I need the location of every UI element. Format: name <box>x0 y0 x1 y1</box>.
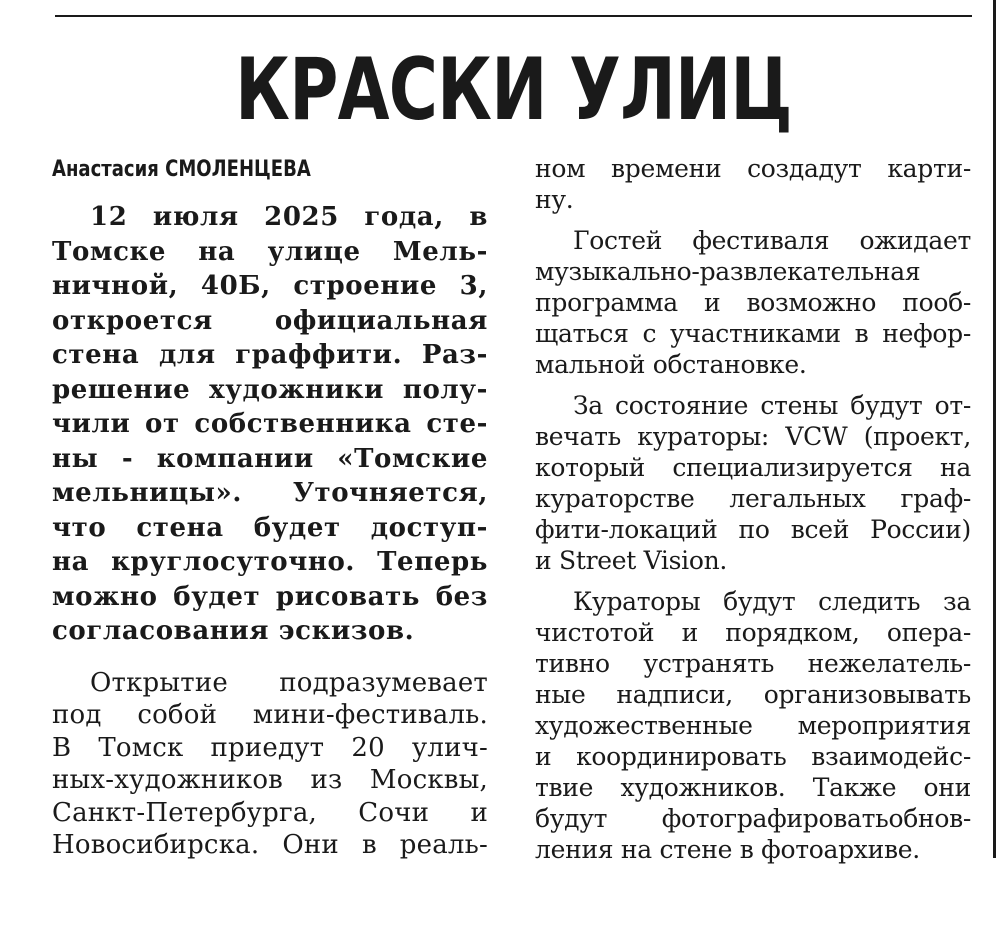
text-line: кураторстве легальных граф- <box>535 484 971 513</box>
text-line: Томске на улице Мель- <box>52 236 488 267</box>
text-line: можно будет рисовать без <box>52 581 488 612</box>
text-line: под собой мини-фестиваль. <box>52 700 488 730</box>
left-column <box>52 200 488 862</box>
text-line: ления на стене в фотоархиве. <box>535 835 920 864</box>
text-line: ные надписи, организовывать <box>535 680 971 709</box>
text-line: Новосибирска. Они в реаль- <box>52 830 488 860</box>
text-line: ных-художников из Москвы, <box>52 765 488 795</box>
text-line: ны - компании «Томские <box>52 443 488 474</box>
text-line: ном времени создадут карти- <box>535 154 971 183</box>
text-line: Санкт-Петербурга, Сочи и <box>52 797 488 828</box>
text-line: ничной, 40Б, строение 3, <box>52 271 488 301</box>
paragraph-festival <box>52 667 488 862</box>
paragraph-curators <box>535 390 971 576</box>
paragraph-curators-duties <box>535 586 971 865</box>
article-headline: КРАСКИ УЛИЦ <box>235 40 792 140</box>
text-line: мельницы». Уточняется, <box>52 478 488 508</box>
text-line: художественные мероприятия <box>535 711 971 740</box>
article-byline: Анастасия СМОЛЕНЦЕВА <box>52 157 311 182</box>
text-line: согласования эскизов. <box>52 616 415 646</box>
text-line: чистотой и порядком, опера- <box>535 618 971 647</box>
text-line: на круглосуточно. Теперь <box>52 547 488 577</box>
text-line: и координировать взаимодейс- <box>535 742 971 771</box>
text-line: Кураторы будут следить за <box>573 587 971 616</box>
text-line: ну. <box>535 185 574 214</box>
text-line: Гостей фестиваля ожидает <box>573 226 971 255</box>
text-line: мальной обстановке. <box>535 350 807 379</box>
text-line: фити-локаций по всей России) <box>535 515 971 544</box>
text-line: В Томск приедут 20 улич- <box>52 732 488 763</box>
paragraph-festival-continued <box>535 153 971 215</box>
lead-paragraph <box>52 200 488 649</box>
column-edge-rule <box>993 0 996 858</box>
text-line: стена для граффити. Раз- <box>52 340 488 370</box>
text-line: и Street Vision. <box>535 546 728 575</box>
text-line: За состояние стены будут от- <box>573 391 971 420</box>
text-line: чили от собственника сте- <box>52 409 488 439</box>
text-line: будут фотографироватьобнов- <box>535 804 971 833</box>
text-line: музыкально-развлекательная <box>535 257 921 286</box>
text-line: который специализируется на <box>535 453 971 482</box>
top-rule <box>55 15 972 17</box>
text-line: тивно устранять нежелатель- <box>535 649 971 678</box>
text-line: вечать кураторы: VCW (проект, <box>535 422 971 451</box>
text-line: щаться с участниками в нефор- <box>535 319 971 348</box>
text-line: Открытие подразумевает <box>90 667 488 698</box>
text-line: твие художников. Также они <box>535 773 971 802</box>
paragraph-guests <box>535 225 971 380</box>
right-column <box>535 153 971 865</box>
text-line: 12 июля 2025 года, в <box>90 202 488 232</box>
text-line: откроется официальная <box>52 305 488 336</box>
text-line: что стена будет доступ- <box>52 512 488 543</box>
text-line: программа и возможно пооб- <box>535 288 971 317</box>
text-line: решение художники полу- <box>52 374 488 405</box>
